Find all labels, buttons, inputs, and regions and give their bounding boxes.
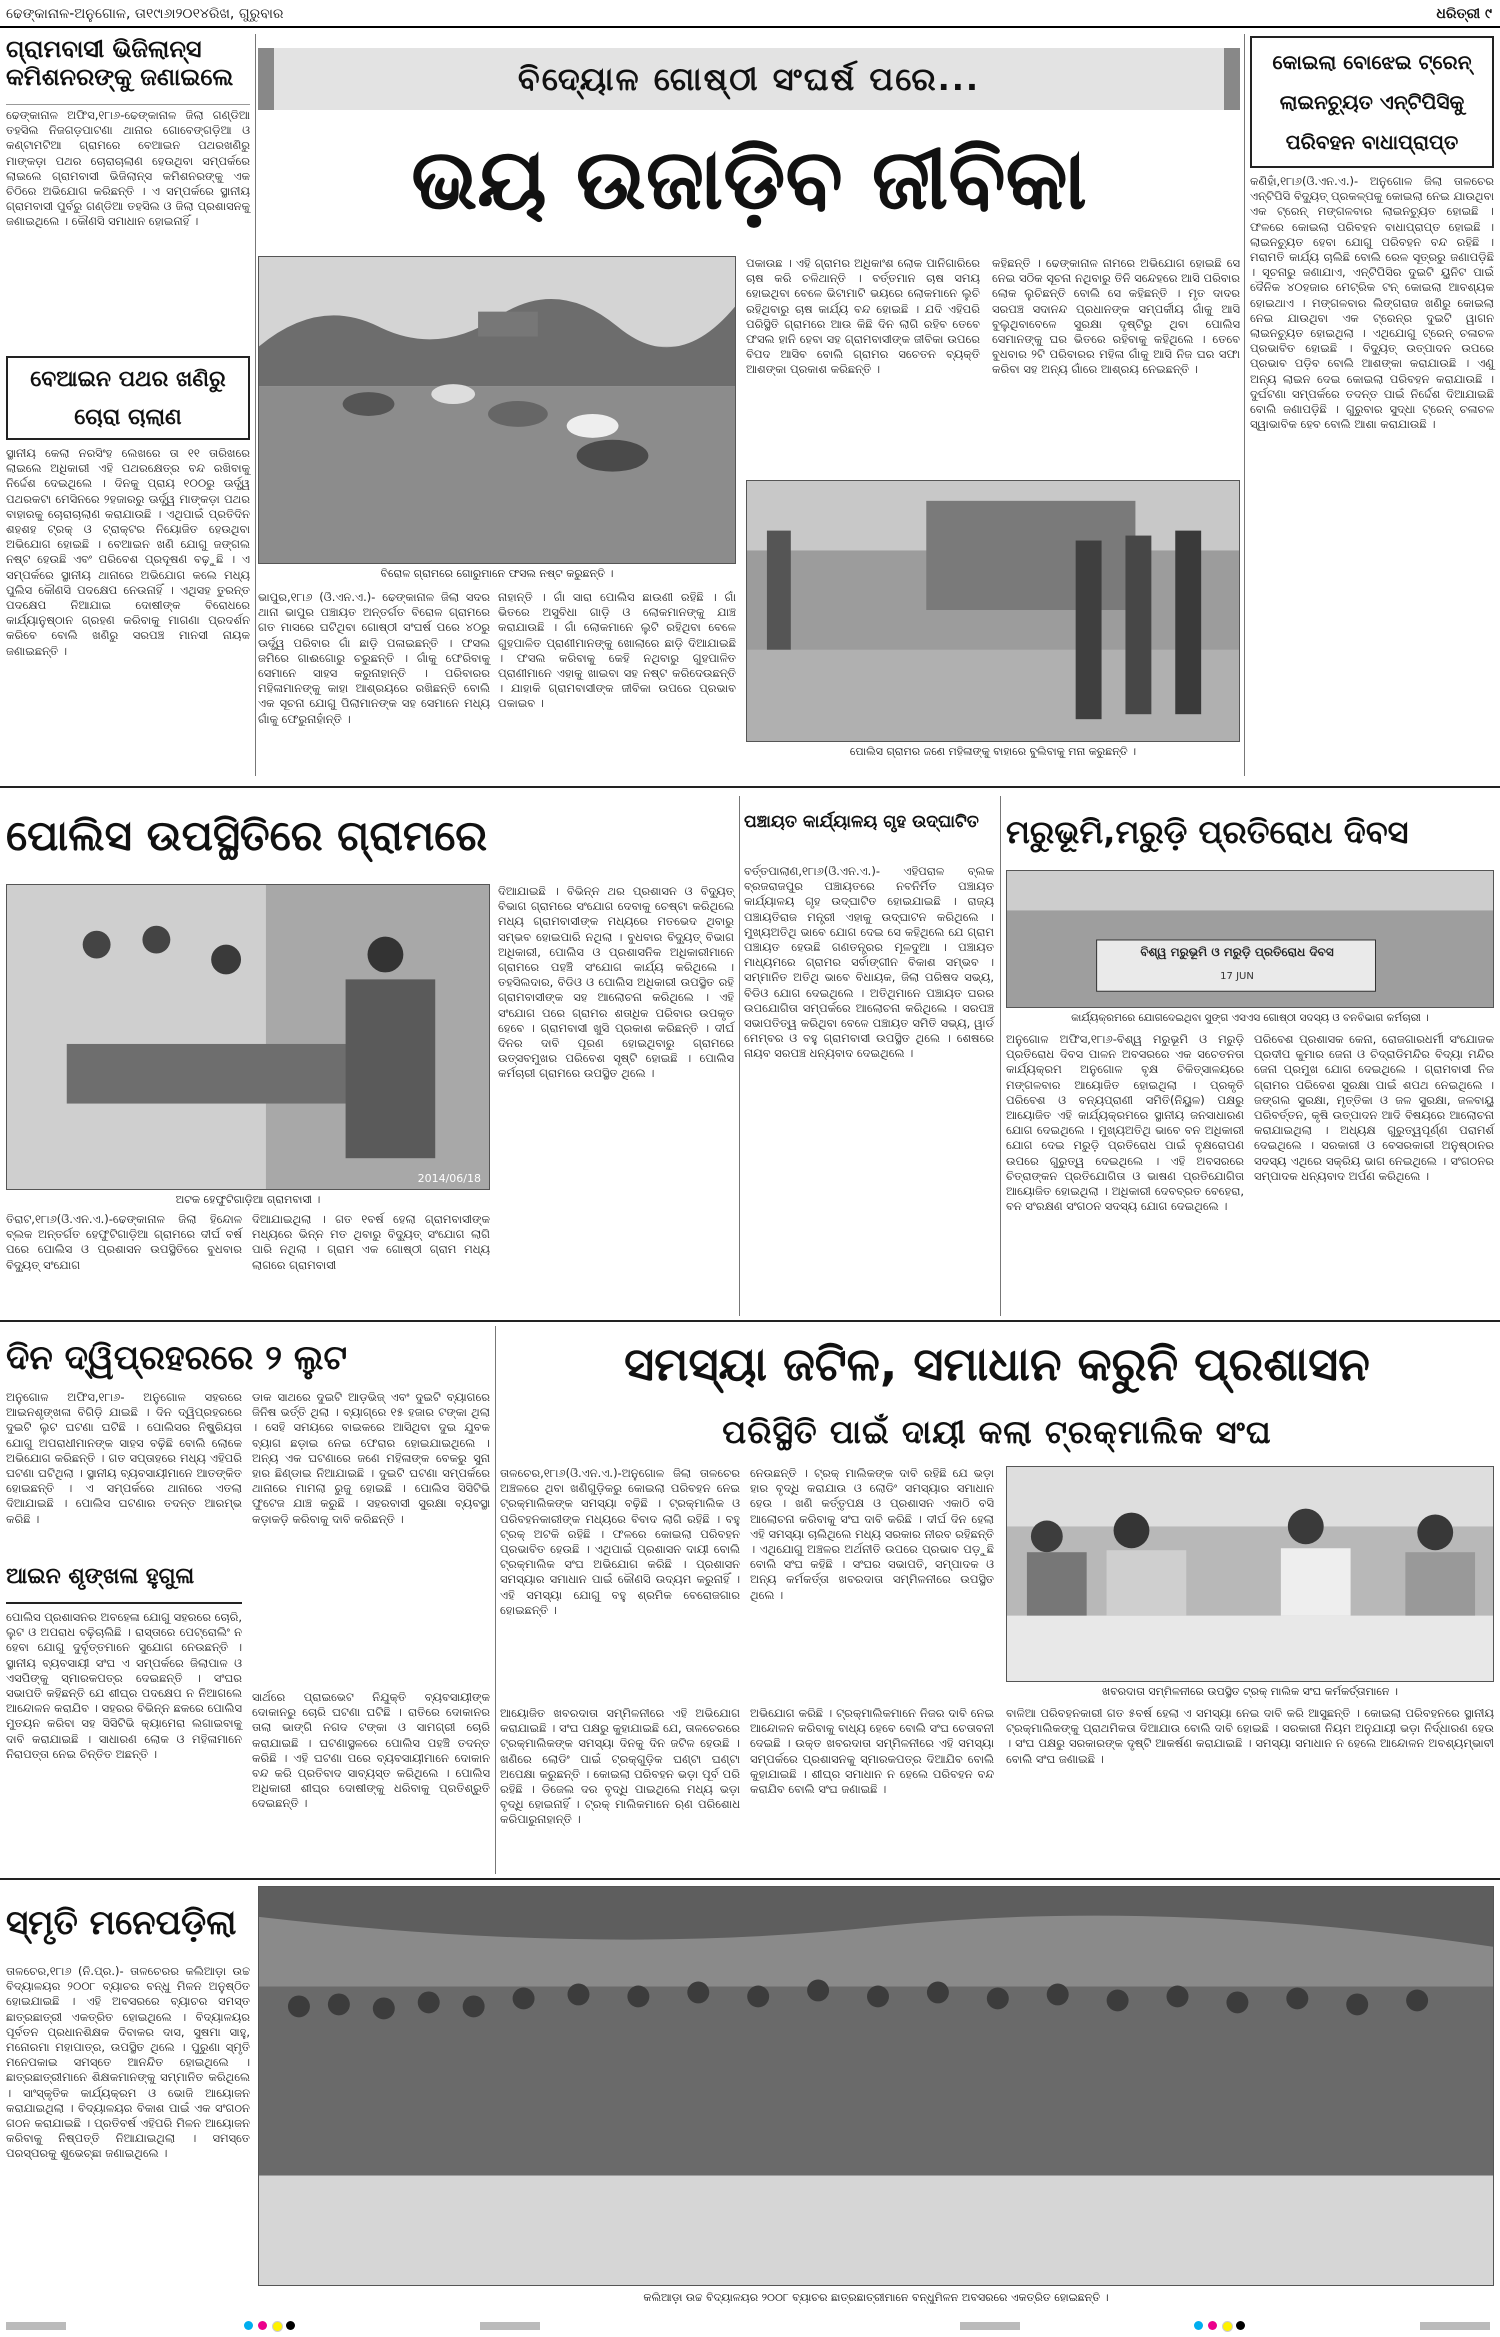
story6-body2: ଡାକ ସାଥରେ ଦୁଇଟି ଆଡ଼ଭିଜ୍ ଏବଂ ଦୁଇଟି ବ୍ୟାଗରେ ଜିନିଷ ଭର୍ତ୍ତି ଥିଲା । ବ୍ୟାଗ୍‌ରେ ୧୫ ହଜାର ଟଙ୍କା ଥିଲା । ସେହି ସମୟରେ ବାଇକରେ ଆସିଥିବା ଦୁଇ ଯୁବକ ବ୍ୟାଗ ଛଡ଼ାଇ ନେଇ ଫେରାର ହୋଇଯାଇଥିଲେ । ଅନ୍ୟ ଏକ ଘଟଣାରେ ଜଣେ ମହିଳାଙ୍କ ବେକରୁ ସୁନା ହାର ଛିଣ୍ଡାଇ ନିଆଯାଇଛି । ଦୁଇଟି ଘଟଣା ସମ୍ପର୍କରେ ଥାନାରେ ମାମଲା ରୁଜୁ ହୋଇଛି । ପୋଲିସ ସିସିଟିଭି ଫୁଟେଜ ଯାଞ୍ଚ କରୁଛି । ସହରବାସୀ ସୁରକ୍ଷା ବ୍ୟବସ୍ଥା କଡ଼ାକଡ଼ି କରିବାକୁ ଦାବି କରିଛନ୍ତି । — [252, 1390, 490, 1526]
story1-body2: ସ୍ଥାନୀୟ କେଲା ନରସିଂହ ଲେଖରେ ତା ୧୧ ତାରିଖରେ ଲାଇଲେ ଅଧିକାରୀ ଏହି ପଥରକ୍ଷେତ୍ର ବନ୍ଦ ରଖିବାକୁ ନିର୍ଦ୍ଦେଶ ଦେଇଥିଲେ । ଦିନକୁ ପ୍ରାୟ ୧୦୦ରୁ ଊର୍ଦ୍ଧ୍ୱ ପଥରକଟା ମେସିନରେ ୨ହଜାରରୁ ଊର୍ଦ୍ଧ୍ୱ ମାଙ୍କଡ଼ା ପଥର ବାହାରକୁ ଚୋରାଚାଲାଣ କରାଯାଉଛି । ଏଥିପାଇଁ ପ୍ରତିଦିନ ଶହଶହ ଟ୍ରକ୍ ଓ ଟ୍ରାକ୍ଟର ନିୟୋଜିତ ହେଉଥିବା ଅଭିଯୋଗ ହୋଇଛି । ବେଆଇନ ଖଣି ଯୋଗୁ ଜଙ୍ଗଲ ନଷ୍ଟ ହେଉଛି ଏବଂ ପରିବେଶ ପ୍ରଦୂଷଣ ବଢ଼ୁଛି । ଏ ସମ୍ପର୍କରେ ସ୍ଥାନୀୟ ଥାନାରେ ଅଭିଯୋଗ କଲେ ମଧ୍ୟ ପୁଲିସ କୌଣସି ପଦକ୍ଷେପ ନେଉନାହିଁ । ଏଥିସହ ତୁରନ୍ତ ପଦକ୍ଷେପ ନିଆଯାଇ ଦୋଷୀଙ୍କ ବିରୋଧରେ କାର୍ଯ୍ୟାନୁଷ୍ଠାନ ଗ୍ରହଣ କରିବାକୁ ମାଗଣା ପ୍ରଦର୍ଶନ କରିବେ ବୋଲି ଖଣିରୁ ସରପଞ୍ଚ ମାନସୀ ନାୟକ ଜଣାଇଛନ୍ତି । — [6, 446, 250, 658]
story6-body4: ସାର୍ଥରେ ପ୍ରାଇଭେଟ ନିଯୁକ୍ତି ବ୍ୟବସାୟୀଙ୍କ ଦୋକାନରୁ ଚୋରି ଘଟଣା ଘଟିଛି । ରାତିରେ ଦୋକାନର ତାଲା ଭାଙ୍ଗି ନଗଦ ଟଙ୍କା ଓ ସାମଗ୍ରୀ ଚୋରି କରାଯାଇଛି । ଘଟଣାସ୍ଥଳରେ ପୋଲିସ ପହଞ୍ଚି ତଦନ୍ତ କରିଛି । ଏହି ଘଟଣା ପରେ ବ୍ୟବସାୟୀମାନେ ଦୋକାନ ବନ୍ଦ କରି ପ୍ରତିବାଦ ସାବ୍ୟସ୍ତ କରିଥିଲେ । ପୋଲିସ ଅଧିକାରୀ ଶୀଘ୍ର ଦୋଷୀଙ୍କୁ ଧରିବାକୁ ପ୍ରତିଶ୍ରୁତି ଦେଇଛନ୍ତି । — [252, 1690, 490, 1811]
magenta-dot — [1208, 2321, 1217, 2330]
lead-headline: ଭୟ ଉଜାଡ଼ିବ ଜୀବିକା — [411, 130, 1087, 228]
black-dot — [1236, 2321, 1245, 2330]
column-rule — [1244, 34, 1245, 776]
print-registration-marks — [0, 2316, 1500, 2334]
story4-headline: ପଞ୍ଚାୟତ କାର୍ଯ୍ୟାଳୟ ଗୃହ ଉଦ୍‌ଘାଟିତ — [744, 812, 979, 832]
rally-banner-text: ବିଶ୍ୱ ମରୁଭୂମି ଓ ମରୁଡ଼ି ପ୍ରତିରୋଧ ଦିବସ — [1140, 945, 1334, 959]
story5-headline: ମରୁଭୂମି,ମରୁଡ଼ି ପ୍ରତିରୋଧ ଦିବସ — [1006, 813, 1409, 851]
yellow-dot — [272, 2321, 283, 2332]
cyan-dot — [1194, 2321, 1203, 2330]
divider — [6, 104, 250, 105]
story6-headline: ଦିନ ଦ୍ୱିପ୍ରହରରେ ୨ ଲୁଟ — [6, 1338, 348, 1378]
registration-bar — [6, 2322, 66, 2330]
lead-col1: ଭାପୁର,୧୮ା୬ (ଓି.ଏନ.ଏ.)- ଢେଙ୍କାନାଳ ଜିଲା ସଦର ଥାନା ଭାପୁର ପଞ୍ଚାୟତ ଅନ୍ତର୍ଗତ ବିରୋଳ ଗ୍ରାମରେ ଗତ ମାସରେ ଘଟିଥିବା ଗୋଷ୍ଠୀ ସଂଘର୍ଷ ପରେ ୪୦ରୁ ଊର୍ଦ୍ଧ୍ୱ ପରିବାର ଗାଁ ଛାଡ଼ି ପଳାଇଛନ୍ତି । ଫସଲ ଜମିରେ ଗାଈଗୋରୁ ଚରୁଛନ୍ତି । ଗାଁକୁ ଫେରିବାକୁ ସେମାନେ ସାହସ କରୁନାହାନ୍ତି । ପରିବାରର ମହିଳାମାନଙ୍କୁ କାହା ଆଶ୍ରୟରେ ରଖିଛନ୍ତି ବୋଲି ଏକ ସୂଚନା ଯୋଗୁ ପିଲାମାନଙ୍କ ସହ ସେମାନେ ମଧ୍ୟ ଗାଁକୁ ଫେରୁନାହାଁନ୍ତି । — [258, 590, 490, 726]
story6-subhead: ଆଇନ ଶୃଙ୍ଖଳା ହୁଗୁଳା — [6, 1552, 242, 1604]
villagers-photo-caption: ଅଟକ ହେଫୁଟିଗାଡ଼ିଆ ଗ୍ରାମବାସୀ । — [175, 1193, 321, 1206]
story4-body: ବର୍ତ୍ତପାଲାଣ,୧୮ା୬(ଓି.ଏନ.ଏ.)- ଏହିପରାଳ ବ୍ଲକ ବ୍ରଜରାଜପୁର ପଞ୍ଚାୟତରେ ନବନିର୍ମିତ ପଞ୍ଚାୟତ କାର୍ଯ୍ୟାଳୟ ଗୃହ ଉଦ୍‌ଘାଟିତ ହୋଇଯାଇଛି । ରାଜ୍ୟ ପଞ୍ଚାୟତିରାଜ ମନ୍ତ୍ରୀ ଏହାକୁ ଉଦ୍‌ଘାଟନ କରିଥିଲେ । ମୁଖ୍ୟଅତିଥି ଭାବେ ଯୋଗ ଦେଇ ସେ କହିଥିଲେ ଯେ ଗ୍ରାମ ପଞ୍ଚାୟତ ହେଉଛି ଗଣତନ୍ତ୍ରର ମୂଳଦୁଆ । ପଞ୍ଚାୟତ ମାଧ୍ୟମରେ ଗ୍ରାମର ସର୍ବାଙ୍ଗୀନ ବିକାଶ ସମ୍ଭବ । ସମ୍ମାନିତ ଅତିଥି ଭାବେ ବିଧାୟକ, ଜିଲା ପରିଷଦ ସଭ୍ୟ, ବିଡିଓ ଯୋଗ ଦେଇଥିଲେ । ଅତିଥିମାନେ ପଞ୍ଚାୟତ ଘରର ଉପଯୋଗିତା ସମ୍ପର୍କରେ ଆଲୋଚନା କରିଥିଲେ । ସରପଞ୍ଚ ସଭାପତିତ୍ୱ କରିଥିବା ବେଳେ ପଞ୍ଚାୟତ ସମିତି ସଭ୍ୟ, ୱାର୍ଡ ମେମ୍ବର ଓ ବହୁ ଗ୍ରାମବାସୀ ଉପସ୍ଥିତ ଥିଲେ । ଶେଷରେ ନାୟବ ସରପଞ୍ଚ ଧନ୍ୟବାଦ ଦେଇଥିଲେ । — [744, 864, 994, 1061]
police-photo — [746, 480, 1240, 742]
villagers-photo — [6, 884, 490, 1190]
press-meet-caption: ଖବରଦାତା ସମ୍ମିଳନୀରେ ଉପସ୍ଥିତ ଟ୍ରକ୍ ମାଲିକ ସଂଘ କର୍ମକର୍ତ୍ତାମାନେ । — [1102, 1685, 1398, 1698]
cows-photo — [258, 256, 736, 564]
registration-bar — [480, 2322, 540, 2330]
column-rule — [255, 34, 256, 776]
lead-col4: କହିଛନ୍ତି । ଢେଙ୍କାନାଳ ନାମରେ ଅଭିଯୋଗ ହୋଇଛି ସେ ନେଇ ସଠିକ ସୂଚନା ନଥିବାରୁ ତିନି ସନ୍ଦେହରେ ଆସି ପରିବାର ଲୋକ ଲୁଚିଛନ୍ତି ବୋଲି ସେ କହିଛନ୍ତି । ମୃତ ଦାଦର ସରପଞ୍ଚ ସଦାନନ୍ଦ ପ୍ରଧାନଙ୍କ ସମ୍ପର୍କୀୟ ଗାଁକୁ ଆସି ବୁଲୁଥିବାବେଳେ ସୁରକ୍ଷା ଦୃଷ୍ଟିରୁ ଥିବା ପୋଲିସ ସେମାନଙ୍କୁ ଘର ଭିତରେ ରହିବାକୁ କହିଥିଲେ । ତେବେ ବୁଧବାର ୨ଟି ପରିବାରର ମହିଳା ଗାଁକୁ ଆସି ନିଜ ଘର ସଫା କରିବା ସହ ଅନ୍ୟ ଗାଁରେ ଆଶ୍ରୟ ନେଇଛନ୍ତି । — [992, 256, 1240, 377]
story7-headline: ସମସ୍ୟା ଜଟିଳ, ସମାଧାନ କରୁନି ପ୍ରଶାସନ — [624, 1337, 1370, 1391]
story7-col4: ଅଭିଯୋଗ କରିଛି । ଟ୍ରକ୍‌ମାଲିକମାନେ ନିଜର ଦାବି ନେଇ ଆନ୍ଦୋଳନ କରିବାକୁ ବାଧ୍ୟ ହେବେ ବୋଲି ସଂଘ ଚେତାବନୀ ଦେଇଛି । ଉକ୍ତ ଖବରଦାତା ସମ୍ମିଳନୀରେ ଏହି ସମସ୍ୟା ସମ୍ପର୍କରେ ପ୍ରଶାସନକୁ ସ୍ମାରକପତ୍ର ଦିଆଯିବ ବୋଲି କୁହାଯାଇଛି । ଶୀଘ୍ର ସମାଧାନ ନ ହେଲେ ପରିବହନ ବନ୍ଦ କରାଯିବ ବୋଲି ସଂଘ ଜଣାଇଛି । — [750, 1706, 994, 1797]
story3-headline: ପୋଲିସ ଉପସ୍ଥିତିରେ ଗ୍ରାମରେ — [6, 811, 488, 860]
section-divider — [0, 1320, 1500, 1322]
story1-headline: ଗ୍ରାମବାସୀ ଭିଜିଲାନ୍ସ କମିଶନରଙ୍କୁ ଜଣାଇଲେ — [6, 35, 234, 91]
magenta-dot — [258, 2321, 267, 2330]
yellow-dot — [1222, 2321, 1233, 2332]
story2-body: କଣିହାଁ,୧୮ା୬(ଓି.ଏନ.ଏ.)- ଅନୁଗୋଳ ଜିଲା ତାଳଚେର ଏନ୍‌ଟିପିସି ବିଦ୍ୟୁତ୍ ପ୍ରକଳ୍ପକୁ କୋଇଲା ନେଇ ଯାଉଥିବା ଏକ ଟ୍ରେନ୍ ମଙ୍ଗଳବାର ଲାଇନଚ୍ୟୁତ ହୋଇଛି । ଫଳରେ କୋଇଲା ପରିବହନ ବାଧାପ୍ରାପ୍ତ ହୋଇଛି । ଲାଇନଚ୍ୟୁତ ହେବା ଯୋଗୁ ପରିବହନ ବନ୍ଦ ରହିଛି । ମରାମତି କାର୍ଯ୍ୟ ଚାଲିଛି ବୋଲି ରେଳ ସୂତ୍ରରୁ ଜଣାପଡ଼ିଛି । ସୂଚନାରୁ ଜଣାଯାଏ, ଏନ୍‌ଟିପିସିର ଦୁଇଟି ୟୁନିଟ ପାଇଁ ଦୈନିକ ୪୦ହଜାର ମେଟ୍ରିକ ଟନ୍ କୋଇଲା ଆବଶ୍ୟକ ହୋଇଥାଏ । ମଙ୍ଗଳବାର ଲିଙ୍ଗରାଜ ଖଣିରୁ କୋଇଲା ନେଇ ଯାଉଥିବା ଏକ ଟ୍ରେନ୍‌ର ଦୁଇଟି ୱାଗନ ଲାଇନଚ୍ୟୁତ ହୋଇଥିଲା । ଏଥିଯୋଗୁ ଟ୍ରେନ୍ ଚଳାଚଳ ପ୍ରଭାବିତ ହୋଇଛି । ବିଦ୍ୟୁତ୍ ଉତ୍ପାଦନ ଉପରେ ପ୍ରଭାବ ପଡ଼ିବ ବୋଲି ଆଶଙ୍କା କରାଯାଉଛି । ଏଣୁ ଅନ୍ୟ ଲାଇନ ଦେଇ କୋଇଲା ପରିବହନ କରାଯାଉଛି । ଦୁର୍ଘଟଣା ସମ୍ପର୍କରେ ତଦନ୍ତ ପାଇଁ ନିର୍ଦ୍ଦେଶ ଦିଆଯାଇଛି ବୋଲି ଜଣାପଡ଼ିଛି । ଗୁରୁବାର ସୁଦ୍ଧା ଟ୍ରେନ୍ ଚଳାଚଳ ସ୍ୱାଭାବିକ ହେବ ବୋଲି ଆଶା କରାଯାଉଛି । — [1250, 174, 1494, 432]
column-rule — [495, 1326, 496, 1874]
story6-body1: ଅନୁଗୋଳ ଅଫିସ,୧୮ା୬- ଅନୁଗୋଳ ସହରରେ ଆଇନଶୃଙ୍ଖଳା ବିଗିଡ଼ି ଯାଇଛି । ଦିନ ଦ୍ୱିପ୍ରହରରେ ଦୁଇଟି ଲୁଟ ଘଟଣା ଘଟିଛି । ପୋଲିସର ନିଷ୍କ୍ରିୟତା ଯୋଗୁ ଅପରାଧୀମାନଙ୍କ ସାହସ ବଢ଼ିଛି ବୋଲି ଲୋକେ ଅଭିଯୋଗ କରିଛନ୍ତି । ଗତ ସପ୍ତାହରେ ମଧ୍ୟ ଏହିପରି ଘଟଣା ଘଟିଥିଲା । ସ୍ଥାନୀୟ ବ୍ୟବସାୟୀମାନେ ଆତଙ୍କିତ ହୋଇଛନ୍ତି । ଏ ସମ୍ପର୍କରେ ଥାନାରେ ଏତଲା ଦିଆଯାଇଛି । ପୋଲିସ ଘଟଣାର ତଦନ୍ତ ଆରମ୍ଭ କରିଛି । — [6, 1390, 242, 1526]
story2-headline: କୋଇଲା ବୋଝେଇ ଟ୍ରେନ୍ ଲାଇନଚ୍ୟୁତ ଏନ୍‌ଟିପିସିକୁ ପରିବହନ ବାଧାପ୍ରାପ୍ତ — [1250, 36, 1494, 168]
reunion-photo — [258, 1886, 1494, 2286]
story7-subhead: ପରିସ୍ଥିତି ପାଇଁ ଦାୟୀ କଲା ଟ୍ରକ୍‌ମାଲିକ ସଂଘ — [722, 1413, 1272, 1451]
reunion-photo-caption: କଲିଆଡ଼ା ଉଚ୍ଚ ବିଦ୍ୟାଳୟର ୨୦୦୮ ବ୍ୟାଚର ଛାତ୍ରଛାତ୍ରୀମାନେ ବନ୍ଧୁମିଳନ ଅବସରରେ ଏକତ୍ରିତ ହୋଇଛନ୍ତି । — [643, 2291, 1109, 2304]
cows-photo-caption: ବିରୋଳ ଗ୍ରାମରେ ଗୋରୁମାନେ ଫସଲ ନଷ୍ଟ କରୁଛନ୍ତି । — [380, 567, 614, 580]
rally-photo-caption: କାର୍ଯ୍ୟକ୍ରମରେ ଯୋଗଦେଇଥିବା ସୁଙ୍ଗ ଏସଏସ ଗୋଷ୍ଠୀ ସଦସ୍ୟ ଓ ବନବିଭାଗ କର୍ମଚାରୀ । — [1071, 1012, 1429, 1024]
story8-body: ତାଳଚେର,୧୮ା୬ (ନି.ପ୍ର.)- ତାଳଚେରର କଲିଆଡ଼ା ଉଚ୍ଚ ବିଦ୍ୟାଳୟର ୨୦୦୮ ବ୍ୟାଚର ବନ୍ଧୁ ମିଳନ ଅନୁଷ୍ଠିତ ହୋଇଯାଇଛି । ଏହି ଅବସରରେ ବ୍ୟାଚର ସମସ୍ତ ଛାତ୍ରଛାତ୍ରୀ ଏକତ୍ରିତ ହୋଇଥିଲେ । ବିଦ୍ୟାଳୟର ପୂର୍ବତନ ପ୍ରଧାନଶିକ୍ଷକ ଦିବାକର ଦାସ, ସୁଷମା ସାହୁ, ମନୋରମା ମହାପାତ୍ର, ଉପସ୍ଥିତ ଥିଲେ । ପୁରୁଣା ସ୍ମୃତି ମନେପକାଇ ସମସ୍ତେ ଆନନ୍ଦିତ ହୋଇଥିଲେ । ଛାତ୍ରଛାତ୍ରୀମାନେ ଶିକ୍ଷକମାନଙ୍କୁ ସମ୍ମାନିତ କରିଥିଲେ । ସାଂସ୍କୃତିକ କାର୍ଯ୍ୟକ୍ରମ ଓ ଭୋଜି ଆୟୋଜନ କରାଯାଇଥିଲା । ବିଦ୍ୟାଳୟର ବିକାଶ ପାଇଁ ଏକ ସଂଗଠନ ଗଠନ କରାଯାଇଛି । ପ୍ରତିବର୍ଷ ଏହିପରି ମିଳନ ଆୟୋଜନ କରିବାକୁ ନିଷ୍ପତ୍ତି ନିଆଯାଇଥିଲା । ସମସ୍ତେ ପରସ୍ପରକୁ ଶୁଭେଚ୍ଛା ଜଣାଇଥିଲେ । — [6, 1964, 250, 2161]
rally-banner-date: 17 JUN — [1220, 971, 1254, 982]
story7-col1: ତାଳଚେର,୧୮ା୬(ଓି.ଏନ.ଏ.)-ଅନୁଗୋଳ ଜିଲା ତାଳଚେର ଅଞ୍ଚଳରେ ଥିବା ଖଣିଗୁଡ଼ିକରୁ କୋଇଲା ପରିବହନ ନେଇ ଟ୍ରକ୍‌ମାଲିକଙ୍କ ସମସ୍ୟା ବଢ଼ିଛି । ଟ୍ରକ୍‌ମାଲିକ ଓ ପରିବହନକାରୀଙ୍କ ମଧ୍ୟରେ ବିବାଦ ଲାଗି ରହିଛି । ବହୁ ଟ୍ରକ୍ ଅଟକି ରହିଛି । ଫଳରେ କୋଇଲା ପରିବହନ ପ୍ରଭାବିତ ହେଉଛି । ଏଥିପାଇଁ ପ୍ରଶାସନ ଦାୟୀ ବୋଲି ଟ୍ରକ୍‌ମାଲିକ ସଂଘ ଅଭିଯୋଗ କରିଛି । ପ୍ରଶାସନ ସମସ୍ୟାର ସମାଧାନ ପାଇଁ କୌଣସି ଉଦ୍ୟମ କରୁନାହିଁ । ଏହି ସମସ୍ୟା ଯୋଗୁ ବହୁ ଶ୍ରମିକ ବେରୋଜଗାର ହୋଇଛନ୍ତି । — [500, 1466, 740, 1617]
section-divider — [0, 786, 1500, 788]
cyan-dot — [244, 2321, 253, 2330]
registration-bar — [1420, 2322, 1490, 2330]
story5-col1: ଅନୁଗୋଳ ଅଫିସ,୧୮ା୬-ବିଶ୍ୱ ମରୁଭୂମି ଓ ମରୁଡ଼ି ପ୍ରତିରୋଧ ଦିବସ ପାଳନ ଅବସରରେ ଏକ ସଚେତନତା କାର୍ଯ୍ୟକ୍ରମ ଅନୁଗୋଳ ବୃକ୍ଷ ଚିକିତ୍ସାଳୟରେ ମଙ୍ଗଳବାର ଆୟୋଜିତ ହୋଇଥିଲା । ପ୍ରକୃତି ପରିବେଶ ଓ ବନ୍ୟପ୍ରାଣୀ ସମିତି(ନିୟୁଳ) ପକ୍ଷରୁ ଆୟୋଜିତ ଏହି କାର୍ଯ୍ୟକ୍ରମରେ ସ୍ଥାନୀୟ ଜନସାଧାରଣ ଯୋଗ ଦେଇଥିଲେ । ମୁଖ୍ୟଅତିଥି ଭାବେ ବନ ଅଧିକାରୀ ଯୋଗ ଦେଇ ମରୁଡ଼ି ପ୍ରତିରୋଧ ପାଇଁ ବୃକ୍ଷରୋପଣ ଉପରେ ଗୁରୁତ୍ୱ ଦେଇଥିଲେ । ଏହି ଅବସରରେ ଚିତ୍ରାଙ୍କନ ପ୍ରତିଯୋଗିତା ଓ ଭାଷଣ ପ୍ରତିଯୋଗିତା ଆୟୋଜିତ ହୋଇଥିଲା । ଅଧିକାରୀ ଦେବବ୍ରତ ବେହେରା, ବନ ସଂରକ୍ଷଣ ସଂଗଠନ ସଦସ୍ୟ ଯୋଗ ଦେଇଥିଲେ । — [1006, 1032, 1244, 1214]
story8-headline: ସ୍ମୃତି ମନେପଡ଼ିଲା — [6, 1903, 237, 1943]
story3-body1: ତିରାଟ,୧୮ା୬(ଓି.ଏନ.ଏ.)-ଢେଙ୍କାନାଳ ଜିଲା ହିନ୍ଦୋଳ ବ୍ଲକ ଅନ୍ତର୍ଗତ ହେଫୁଟିଗାଡ଼ିଆ ଗ୍ରାମରେ ଦୀର୍ଘ ବର୍ଷ ପରେ ପୋଲିସ ଓ ପ୍ରଶାସନ ଉପସ୍ଥିତିରେ ବୁଧବାର ବିଦ୍ୟୁତ୍ ସଂଯୋଗ — [6, 1212, 242, 1272]
column-rule — [739, 796, 740, 1316]
story7-col3: ଆୟୋଜିତ ଖବରଦାତା ସମ୍ମିଳନୀରେ ଏହି ଅଭିଯୋଗ କରାଯାଇଛି । ସଂଘ ପକ୍ଷରୁ କୁହାଯାଇଛି ଯେ, ତାଳଚେରରେ ଟ୍ରକ୍‌ମାଲିକଙ୍କ ସମସ୍ୟା ଦିନକୁ ଦିନ ଜଟିଳ ହେଉଛି । ଖଣିରେ ଲୋଡିଂ ପାଇଁ ଟ୍ରକ୍‌ଗୁଡ଼ିକ ଘଣ୍ଟା ଘଣ୍ଟା ଅପେକ୍ଷା କରୁଛନ୍ତି । କୋଇଲା ପରିବହନ ଭଡ଼ା ପୂର୍ବ ପରି ରହିଛି । ଡିଜେଲ ଦର ବୃଦ୍ଧି ପାଇଥିଲେ ମଧ୍ୟ ଭଡ଼ା ବୃଦ୍ଧି ହୋଇନାହିଁ । ଟ୍ରକ୍ ମାଲିକମାନେ ଋଣ ପରିଶୋଧ କରିପାରୁନାହାନ୍ତି । — [500, 1706, 740, 1827]
lead-col3: ପକାଉଛ । ଏହି ଗ୍ରାମର ଅଧିକାଂଶ ଲୋକ ପାନିଗାରିରେ ଚାଷ କରି ଚଳିଥାନ୍ତି । ବର୍ତ୍ତମାନ ଚାଷ ସମୟ ହୋଇଥିବା ବେଳେ ଭିଟାମାଟି ଭୟରେ ଲୋକମାନେ ଲୁଚି ରହିଥିବାରୁ ଚାଷ କାର୍ଯ୍ୟ ବନ୍ଦ ହୋଇଛି । ଯଦି ଏହିପରି ପରିସ୍ଥିତି ଗ୍ରାମରେ ଆଉ କିଛି ଦିନ ଲାଗି ରହିବ ତେବେ ଫସଲ ହାନି ହେବା ସହ ଗ୍ରାମବାସୀଙ୍କ ଜୀବିକା ଉପରେ ବିପଦ ଆସିବ ବୋଲି ଗ୍ରାମର ସଚେତନ ବ୍ୟକ୍ତି ଆଶଙ୍କା ପ୍ରକାଶ କରିଛନ୍ତି । — [746, 256, 980, 377]
dateline-bar — [0, 0, 1500, 28]
page-number: ଧରିତ୍ରୀ ୯ — [1436, 6, 1492, 22]
registration-bar — [960, 2322, 1020, 2330]
story1-body: ଢେଙ୍କାନାଳ ଅଫିସ,୧୮ା୬-ଢେଙ୍କାନାଳ ଜିଲା ଗଣ୍ଡିଆ ତହସିଲ ନିଜଗଡ଼ପାଟଣା ଥାନାର ଗୋବେଙ୍ଗଡ଼ିଆ ଓ କଣ୍ଟାମଟିଆ ଗ୍ରାମରେ ବେଆଇନ ପଥରଖଣିରୁ ମାଙ୍କଡ଼ା ପଥର ଚୋରାଚାଲାଣ ହେଉଥିବା ସମ୍ପର୍କରେ ଲାଇଲେ ଗ୍ରାମବାସୀ ଭିଜିଲାନ୍ସ କମିଶନରଙ୍କୁ ଏକ ଚିଠିରେ ଅଭିଯୋଗ କରିଛନ୍ତି । ଏ ସମ୍ପର୍କରେ ସ୍ଥାନୀୟ ଗ୍ରାମବାସୀ ପୁର୍ବରୁ ଗଣ୍ଡିଆ ତହସିଲ ଓ ଜିଲା ପ୍ରଶାସନକୁ ଜଣାଇଥିଲେ । କୌଣସି ସମାଧାନ ହୋଇନାହିଁ । — [6, 108, 250, 229]
black-dot — [286, 2321, 295, 2330]
lead-col2: ନାହାନ୍ତି । ଗାଁ ସାରା ପୋଲିସ ଛାଉଣୀ ରହିଛି । ଗାଁ ଭିତରେ ଅସୁବିଧା ଗାଡ଼ି ଓ ଲୋକମାନଙ୍କୁ ଯାଞ୍ଚ କରାଯାଉଛି । ଗାଁ ଲୋକମାନେ ଲୁଟି ରହିଥିବା ବେଳେ ଗୁହପାଳିତ ପ୍ରାଣୀମାନଙ୍କୁ ଖୋଲାରେ ଛାଡ଼ି ଦିଆଯାଇଛି । ଫସଲ କରିବାକୁ କେହି ନଥିବାରୁ ଗୁହପାଳିତ ପ୍ରାଣୀମାନେ ଏହାକୁ ଖାଇବା ସହ ନଷ୍ଟ କରିଦେଉଛନ୍ତି । ଯାହାକି ଗ୍ରାମବାସୀଙ୍କ ଜୀବିକା ଉପରେ ପ୍ରଭାବ ପକାଇବ । — [498, 590, 736, 711]
press-meet-photo — [1006, 1466, 1494, 1682]
story7-col2: ନେଉଛନ୍ତି । ଟ୍ରକ୍ ମାଲିକଙ୍କ ଦାବି ରହିଛି ଯେ ଭଡ଼ା ହାର ବୃଦ୍ଧି କରାଯାଉ ଓ ଲୋଡିଂ ସମସ୍ୟାର ସମାଧାନ ହେଉ । ଖଣି କର୍ତ୍ତୃପକ୍ଷ ଓ ପ୍ରଶାସନ ଏକାଠି ବସି ଆଲୋଚନା କରିବାକୁ ସଂଘ ଦାବି କରିଛି । ଦୀର୍ଘ ଦିନ ହେଲା ଏହି ସମସ୍ୟା ଚାଲିଥିଲେ ମଧ୍ୟ ସରକାର ନୀରବ ରହିଛନ୍ତି । ଏଥିଯୋଗୁ ଅଞ୍ଚଳର ଅର୍ଥନୀତି ଉପରେ ପ୍ରଭାବ ପଡ଼ୁଛି ବୋଲି ସଂଘ କହିଛି । ସଂଘର ସଭାପତି, ସମ୍ପାଦକ ଓ ଅନ୍ୟ କର୍ମକର୍ତ୍ତା ଖବରଦାତା ସମ୍ମିଳନୀରେ ଉପସ୍ଥିତ ଥିଲେ । — [750, 1466, 994, 1602]
column-rule — [1000, 796, 1001, 1316]
photo-timestamp: 2014/06/18 — [417, 1172, 481, 1185]
police-photo-caption: ପୋଲିସ ଗ୍ରାମର ଜଣେ ମହିଳାଙ୍କୁ ବାହାରେ ବୁଲିବାକୁ ମନା କରୁଛନ୍ତି । — [849, 745, 1137, 758]
story5-col2: ପରିବେଶ ପ୍ରଶାସକ କେନା, ରୋଜଗାରଧର୍ମୀ ସଂଯୋଜକ ପ୍ରଦୀପ କୁମାର ଜେନା ଓ ଚିଦ୍ରାଡିମନ୍ଦିର ବିଦ୍ୟା ମନ୍ଦିର ଜେନା ପ୍ରମୁଖ ଯୋଗ ଦେଇଥିଲେ । ଗ୍ରାମବାସୀ ନିଜ ଗ୍ରାମର ପରିବେଶ ସୁରକ୍ଷା ପାଇଁ ଶପଥ ନେଇଥିଲେ । ଜଙ୍ଗଲ ସୁରକ୍ଷା, ମୃତ୍ତିକା ଓ ଜଳ ସୁରକ୍ଷା, ଜଳବାୟୁ ପରିବର୍ତ୍ତନ, କୃଷି ଉତ୍ପାଦନ ଆଦି ବିଷୟରେ ଆଲୋଚନା କରାଯାଇଥିଲା । ଅଧ୍ୟକ୍ଷ ଗୁରୁତ୍ୱପୂର୍ଣ୍ଣ ପରାମର୍ଶ ଦେଇଥିଲେ । ସରକାରୀ ଓ ବେସରକାରୀ ଅନୁଷ୍ଠାନର ସଦସ୍ୟ ଏଥିରେ ସକ୍ରିୟ ଭାଗ ନେଇଥିଲେ । ସଂଗଠନର ସମ୍ପାଦକ ଧନ୍ୟବାଦ ଅର୍ପଣ କରିଥିଲେ । — [1254, 1032, 1494, 1183]
story7-col5: ବାଳିଆ ପରିବହନକାରୀ ଗତ ୫ବର୍ଷ ହେଲା ଏ ସମସ୍ୟା ନେଇ ଦାବି କରି ଆସୁଛନ୍ତି । କୋଇଲା ପରିବହନରେ ସ୍ଥାନୀୟ ଟ୍ରକ୍‌ମାଲିକଙ୍କୁ ପ୍ରାଥମିକତା ଦିଆଯାଉ ବୋଲି ଦାବି ହୋଇଛି । ସରକାରୀ ନିୟମ ଅନୁଯାୟୀ ଭଡ଼ା ନିର୍ଦ୍ଧାରଣ ହେଉ । ସଂଘ ପକ୍ଷରୁ ସରକାରଙ୍କ ଦୃଷ୍ଟି ଆକର୍ଷଣ କରାଯାଇଛି । ସମସ୍ୟା ସମାଧାନ ନ ହେଲେ ଆନ୍ଦୋଳନ ଅବଶ୍ୟମ୍ଭାବୀ ବୋଲି ସଂଘ ଜଣାଇଛି । — [1006, 1706, 1494, 1766]
story6-body3: ପୋଲିସ ପ୍ରଶାସନର ଅବହେଳା ଯୋଗୁ ସହରରେ ଚୋରି, ଲୁଟ ଓ ଅପରାଧ ବଢ଼ିଚାଲିଛି । ରାସ୍ତାରେ ପେଟ୍ରୋଲିଂ ନ ହେବା ଯୋଗୁ ଦୁର୍ବୃତ୍ତମାନେ ସୁଯୋଗ ନେଉଛନ୍ତି । ସ୍ଥାନୀୟ ବ୍ୟବସାୟୀ ସଂଘ ଏ ସମ୍ପର୍କରେ ଜିଲାପାଳ ଓ ଏସପିଙ୍କୁ ସ୍ମାରକପତ୍ର ଦେଇଛନ୍ତି । ସଂଘର ସଭାପତି କହିଛନ୍ତି ଯେ ଶୀଘ୍ର ପଦକ୍ଷେପ ନ ନିଆଗଲେ ଆନ୍ଦୋଳନ କରାଯିବ । ସହରର ବିଭିନ୍ନ ଛକରେ ପୋଲିସ ମୁତୟନ କରିବା ସହ ସିସିଟିଭି କ୍ୟାମେରା ଲଗାଇବାକୁ ଦାବି କରାଯାଇଛି । ସାଧାରଣ ଲୋକ ଓ ମହିଳାମାନେ ନିରାପତ୍ତା ନେଇ ଚିନ୍ତିତ ଅଛନ୍ତି । — [6, 1610, 242, 1761]
section-divider — [0, 1878, 1500, 1880]
story3-col3: ଦିଆଯାଇଛି । ବିଭିନ୍ନ ଥର ପ୍ରଶାସନ ଓ ବିଦ୍ୟୁତ୍ ବିଭାଗ ଗ୍ରାମରେ ସଂଯୋଗ ଦେବାକୁ ଚେଷ୍ଟା କରିଥିଲେ ମଧ୍ୟ ଗ୍ରାମବାସୀଙ୍କ ମଧ୍ୟରେ ମତଭେଦ ଥିବାରୁ ସମ୍ଭବ ହୋଇପାରି ନଥିଲା । ବୁଧବାର ବିଦ୍ୟୁତ୍ ବିଭାଗ ଅଧିକାରୀ, ପୋଲିସ ଓ ପ୍ରଶାସନିକ ଅଧିକାରୀମାନେ ଗ୍ରାମରେ ପହଞ୍ଚି ସଂଯୋଗ କାର୍ଯ୍ୟ କରିଥିଲେ । ତହସିଲଦାର, ବିଡିଓ ଓ ପୋଲିସ ଅଧିକାରୀ ଉପସ୍ଥିତ ରହି ଗ୍ରାମବାସୀଙ୍କ ସହ ଆଲୋଚନା କରିଥିଲେ । ଏହି ସଂଯୋଗ ପରେ ଗ୍ରାମର ଶତାଧିକ ପରିବାର ଉପକୃତ ହେବେ । ଗ୍ରାମବାସୀ ଖୁସି ପ୍ରକାଶ କରିଛନ୍ତି । ଦୀର୍ଘ ଦିନର ଦାବି ପୂରଣ ହୋଇଥିବାରୁ ଗ୍ରାମରେ ଉତ୍ସବମୁଖର ପରିବେଶ ସୃଷ୍ଟି ହୋଇଛି । ପୋଲିସ କର୍ମଚାରୀ ଗ୍ରାମରେ ଉପସ୍ଥିତ ଥିଲେ । — [498, 884, 734, 1081]
lead-kicker: ବିଦ୍ୟୋଳ ଗୋଷ୍ଠୀ ସଂଘର୍ଷ ପରେ... — [258, 48, 1240, 110]
story1-subhead: ବେଆଇନ ପଥର ଖଣିରୁ ଚୋରା ଚାଲାଣ — [6, 356, 250, 440]
dateline: ଢେଙ୍କାନାଳ-ଅନୁଗୋଳ, ତା୧୯ା୬ା୨୦୧୪ରିଖ, ଗୁରୁବାର — [6, 6, 284, 22]
rally-photo — [1006, 870, 1494, 1008]
story3-body2: ଦିଆଯାଇଥିଲା । ଗତ ୧ବର୍ଷ ହେଲା ଗ୍ରାମବାସୀଙ୍କ ମଧ୍ୟରେ ଭିନ୍ନ ମତ ଥିବାରୁ ବିଦ୍ୟୁତ୍ ସଂଯୋଗ ଲାଗି ପାରି ନଥିଲା । ଗ୍ରାମ ଏକ ଗୋଷ୍ଠୀ ଗ୍ରାମ ମଧ୍ୟ ଲାଗରେ ଗ୍ରାମବାସୀ — [252, 1212, 490, 1272]
